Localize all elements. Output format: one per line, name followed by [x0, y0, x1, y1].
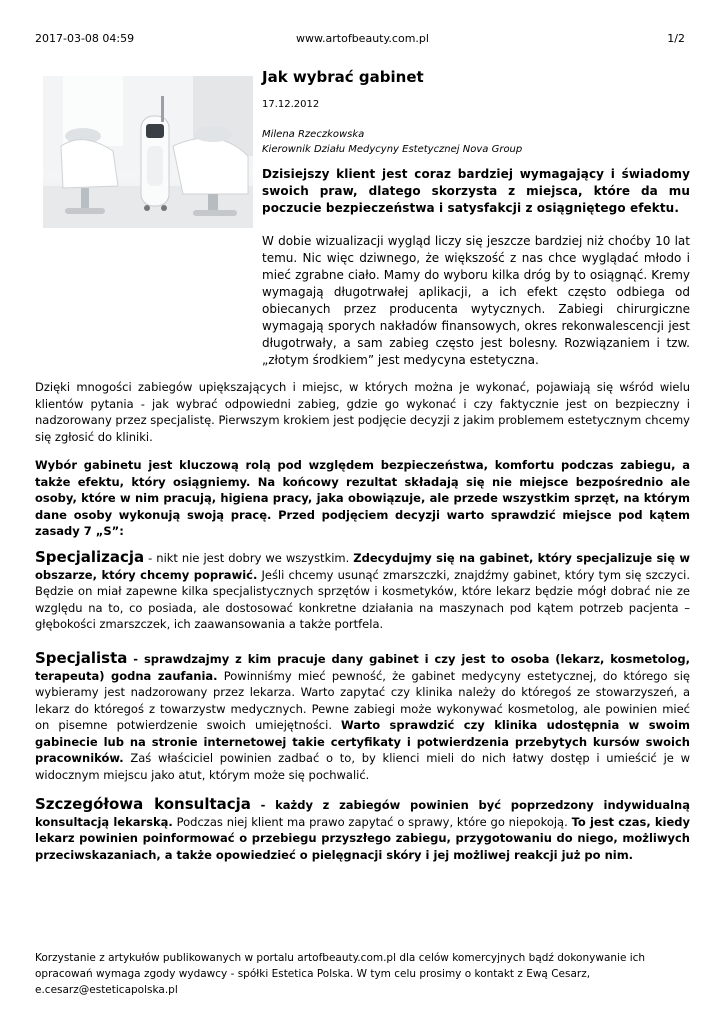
section-heading: Specjalizacja — [35, 548, 145, 566]
article-lead: Dzisiejszy klient jest coraz bardziej wymagający i świadomy swoich praw, dlatego skorzysta z miejsca, które da mu poczucie bezpieczeństwa i satysfakcji z osiągniętego efektu. — [262, 167, 690, 215]
section-text: - nikt nie jest dobry we wszystkim. — [144, 551, 354, 565]
section-text: Zaś właściciel powinien zadbać o to, by klienci mieli do nich łatwy dostęp i umieścić je w widocznym miejscu jako atut, którym może się pochwalić. — [35, 751, 690, 782]
author-name: Milena Rzeczkowska — [262, 129, 365, 140]
article-title: Jak wybrać gabinet — [262, 68, 424, 86]
section-emphasis: - każdy z zabiegów powinien być poprzedzony indywidualną konsultacją lekarską. — [35, 798, 691, 829]
article-date: 17.12.2012 — [262, 99, 320, 110]
clinic-photo — [43, 76, 253, 228]
section-emphasis: - sprawdzajmy z kim pracuje dany gabinet i czy jest to osoba (lekarz, kosmetolog, terapeuta) godna zaufania. — [35, 652, 690, 683]
copyright-footer — [35, 950, 695, 998]
section-heading: Szczegółowa konsultacja — [35, 795, 251, 813]
print-site-url: www.artofbeauty.com.pl — [296, 32, 429, 45]
footer-line: opracowań wymaga zgody wydawcy - spółki Estetica Polska. W tym celu prosimy o kontakt z Ewą Cesarz, — [35, 968, 591, 980]
section-emphasis: To jest czas, kiedy lekarz powinien poinformować o przebiegu przyszłego zabiegu, przygotowaniu do niego, możliwych przeciwskazaniach, a także opowiedzieć o pielęgnacji skóry i jej możliwej reakcji już po nim. — [35, 814, 690, 862]
section-text: Podczas niej klient ma prawo zapytać o sprawy, które go niepokoją. — [172, 814, 572, 829]
section-specjalista — [35, 650, 690, 783]
paragraph-choices: Dzięki mnogości zabiegów upiększających i miejsc, w których można je wykonać, pojawiają się wśród wielu klientów pytania - jak wybrać odpowiedni zabieg, gdzie go wykonać i czy faktycznie jest on bezpieczny i nadzorowany przez specjalistę. Pierwszym krokiem jest podjęcie decyzji z jakim problemem estetycznym chcemy się zgłosić do kliniki. — [35, 380, 690, 444]
author-role: Kierownik Działu Medycyny Estetycznej Nova Group — [262, 144, 523, 155]
footer-email: e.cesarz@esteticapolska.pl — [35, 984, 178, 996]
section-text: Powinniśmy mieć pewność, że gabinet medycyny estetycznej, do którego się wybieramy jest nadzorowany przez lekarza. Warto zapytać czy klinika należy do któregoś ze stowarzyszeń, a lekarz do któregoś z towarzystw medycznych. Pewne zabiegi może wykonywać kosmetolog, ale powinien mieć on pisemne potwierdzenie swoich umiejętności. — [35, 668, 690, 732]
paragraph-clinic-choice: Wybór gabinetu jest kluczową rolą pod względem bezpieczeństwa, komfortu podczas zabiegu, a także efektu, który osiągniemy. Na końcowy rezultat składają się nie miejsce bezpośrednio ale osoby, które w nim pracują, higiena pracy, jaka obowiązuje, ale przede wszystkim sprzęt, na którym dane osoby wykonują swoją pracę. Przed podjęciem decyzji warto sprawdzić miejsce pod kątem zasady 7 „S”: — [35, 458, 690, 538]
section-text: Jeśli chcemy usunąć zmarszczki, znajdźmy gabinet, który tym się szczyci. Będzie on miał zapewne kilka specjalistycznych sprzętów i kosmetyków, które lekarz będzie mógł dobrać nie ze względu na to, co posiada, ale dostosować konkretne działania na maszynach pod kątem potrzeb pacjenta – głębokości zmarszczek, ich zaawansowania a także portfela. — [35, 567, 690, 631]
section-emphasis: Zdecydujmy się na gabinet, który specjalizuje się w obszarze, który chcemy poprawić. — [35, 551, 690, 582]
section-emphasis: Warto sprawdzić czy klinika udostępnia w swoim gabinecie lub na stronie internetowej takie certyfikaty i potwierdzenia przebytych kursów swoich pracowników. — [35, 718, 690, 765]
clinic-photo-illustration — [43, 76, 253, 228]
author-block — [262, 127, 522, 157]
page-number: 1/2 — [667, 32, 685, 45]
article-intro: W dobie wizualizacji wygląd liczy się jeszcze bardziej niż choćby 10 lat temu. Nic więc dziwnego, że większość z nas chce wyglądać młodo i mieć zgrabne ciało. Mamy do wyboru kilka dróg by to osiągnąć. Kremy wymagają długotrwałej aplikacji, a ich efekt często odbiega od obiecanych przez producenta wytycznych. Zabiegi chirurgiczne wymagają sporych nakładów finansowych, okres rekonwalescencji jest długotrwały, a sam zabieg często jest bolesny. Rozwiązaniem i tzw. „złotym środkiem” jest medycyna estetyczna. — [262, 234, 690, 367]
section-konsultacja — [35, 796, 690, 863]
section-specjalizacja — [35, 549, 690, 633]
section-heading: Specjalista — [35, 649, 128, 667]
footer-line: Korzystanie z artykułów publikowanych w portalu artofbeauty.com.pl dla celów komercyjnych bądź dokonywanie ich — [35, 952, 646, 964]
print-datetime: 2017-03-08 04:59 — [35, 32, 135, 45]
